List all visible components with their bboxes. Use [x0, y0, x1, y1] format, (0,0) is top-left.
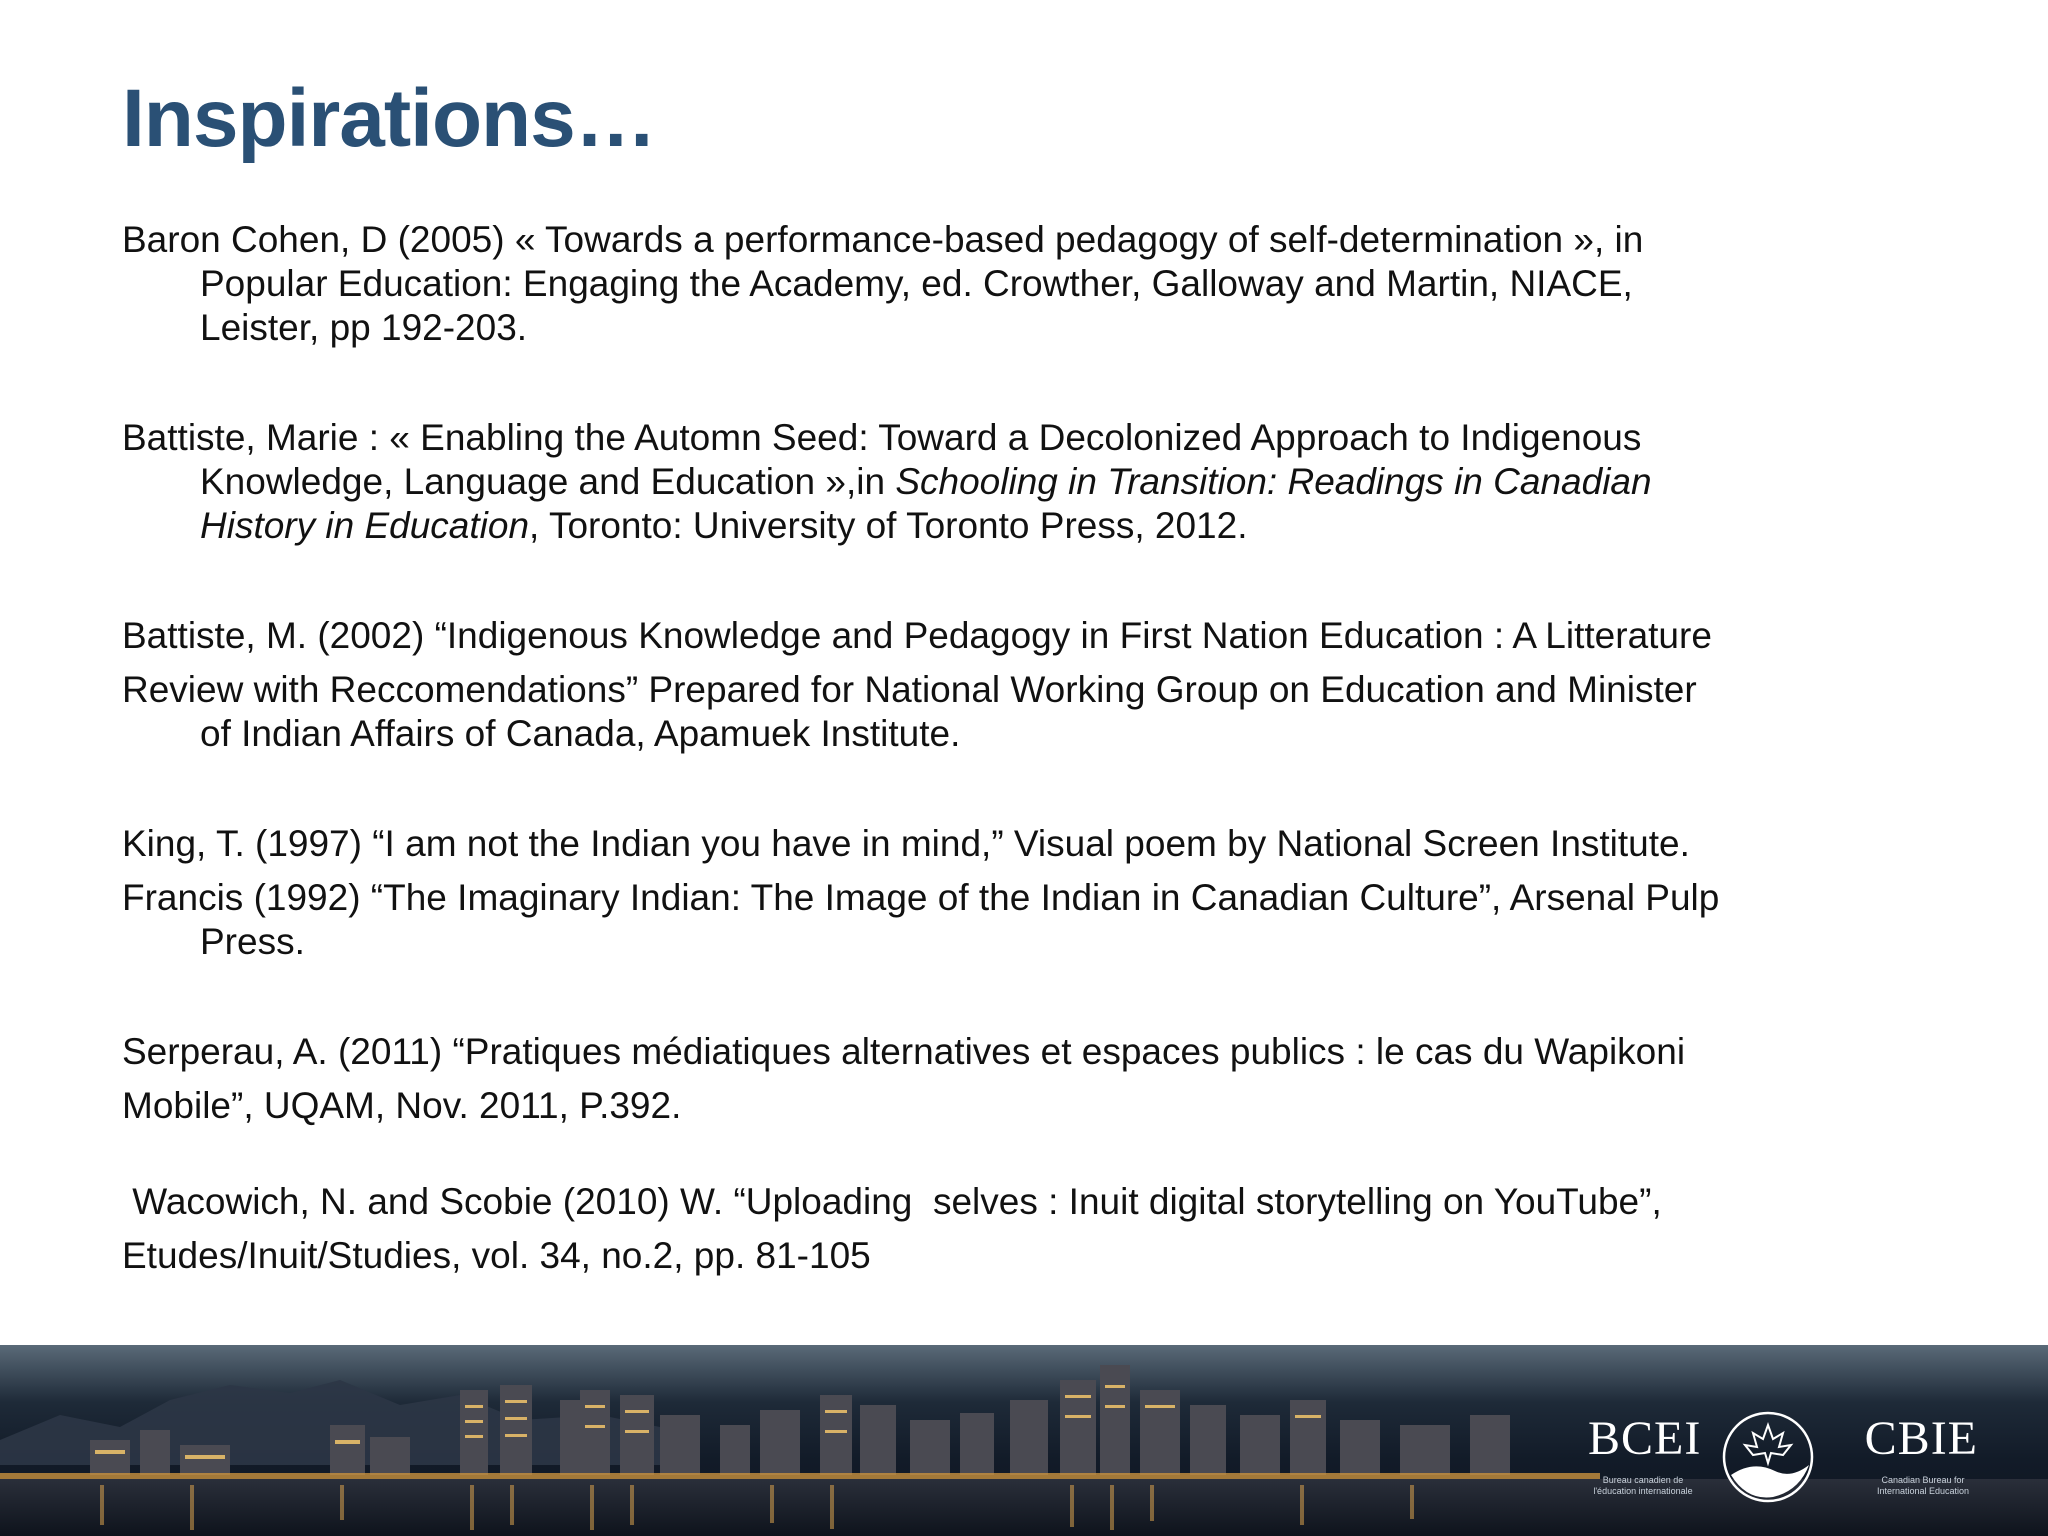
reference-king	[122, 822, 1942, 866]
reference-serperau	[122, 1030, 1942, 1128]
reference-line: Mobile”, UQAM, Nov. 2011, P.392.	[122, 1085, 682, 1126]
logo-bcei-subtitle: Bureau canadien de l'éducation internationale	[1593, 1475, 1693, 1496]
logo-cbie-text: CBIE	[1864, 1412, 1978, 1465]
reference-baron-cohen	[122, 218, 1942, 350]
reference-line: Battiste, M. (2002) “Indigenous Knowledge and Pedagogy in First Nation Education : A Litterature	[122, 615, 1712, 656]
reference-line: Battiste, Marie : « Enabling the Automn Seed: Toward a Decolonized Approach to Indigenous	[122, 417, 1642, 458]
reference-text: Knowledge, Language and Education »,in	[200, 461, 896, 502]
reference-wacowich	[122, 1180, 1942, 1278]
reference-line: Popular Education: Engaging the Academy, ed. Crowther, Galloway and Martin, NIACE,	[200, 263, 1633, 304]
reference-line: Serperau, A. (2011) “Pratiques médiatiques alternatives et espaces publics : le cas du Wapikoni	[122, 1031, 1686, 1072]
reference-book-title: History in Education	[200, 505, 530, 546]
logo-cbie-subtitle: Canadian Bureau for International Education	[1876, 1475, 1970, 1496]
reference-line: of Indian Affairs of Canada, Apamuek Institute.	[200, 713, 961, 754]
reference-line: Press.	[200, 921, 305, 962]
logo-bcei-text: BCEI	[1588, 1412, 1702, 1465]
reference-line: Francis (1992) “The Imaginary Indian: The Image of the Indian in Canadian Culture”, Arsenal Pulp	[122, 877, 1720, 918]
reference-francis	[122, 876, 1942, 964]
reference-line	[122, 504, 1942, 548]
reference-line: Baron Cohen, D (2005) « Towards a performance-based pedagogy of self-determination », in	[122, 219, 1644, 260]
reference-line: Wacowich, N. and Scobie (2010) W. “Uploading selves : Inuit digital storytelling on YouTube”,	[122, 1181, 1662, 1222]
reference-book-title: Schooling in Transition: Readings in Canadian	[895, 461, 1652, 502]
slide-title: Inspirations…	[122, 73, 656, 164]
maple-leaf-wave-emblem-icon	[1713, 1405, 1823, 1515]
footer-banner	[0, 1345, 2048, 1536]
reference-list	[122, 218, 1942, 1344]
reference-battiste-marie	[122, 416, 1942, 548]
reference-battiste-2002	[122, 614, 1942, 756]
reference-line: Etudes/Inuit/Studies, vol. 34, no.2, pp. 81-105	[122, 1235, 871, 1276]
reference-text: , Toronto: University of Toronto Press, 2012.	[529, 505, 1248, 546]
reference-line: Review with Reccomendations” Prepared for National Working Group on Education and Minister	[122, 669, 1697, 710]
reference-line: King, T. (1997) “I am not the Indian you have in mind,” Visual poem by National Screen Institute.	[122, 823, 1690, 864]
reference-line: Leister, pp 192-203.	[200, 307, 528, 348]
cbie-logo	[1588, 1405, 1978, 1515]
reference-line	[122, 460, 1942, 504]
